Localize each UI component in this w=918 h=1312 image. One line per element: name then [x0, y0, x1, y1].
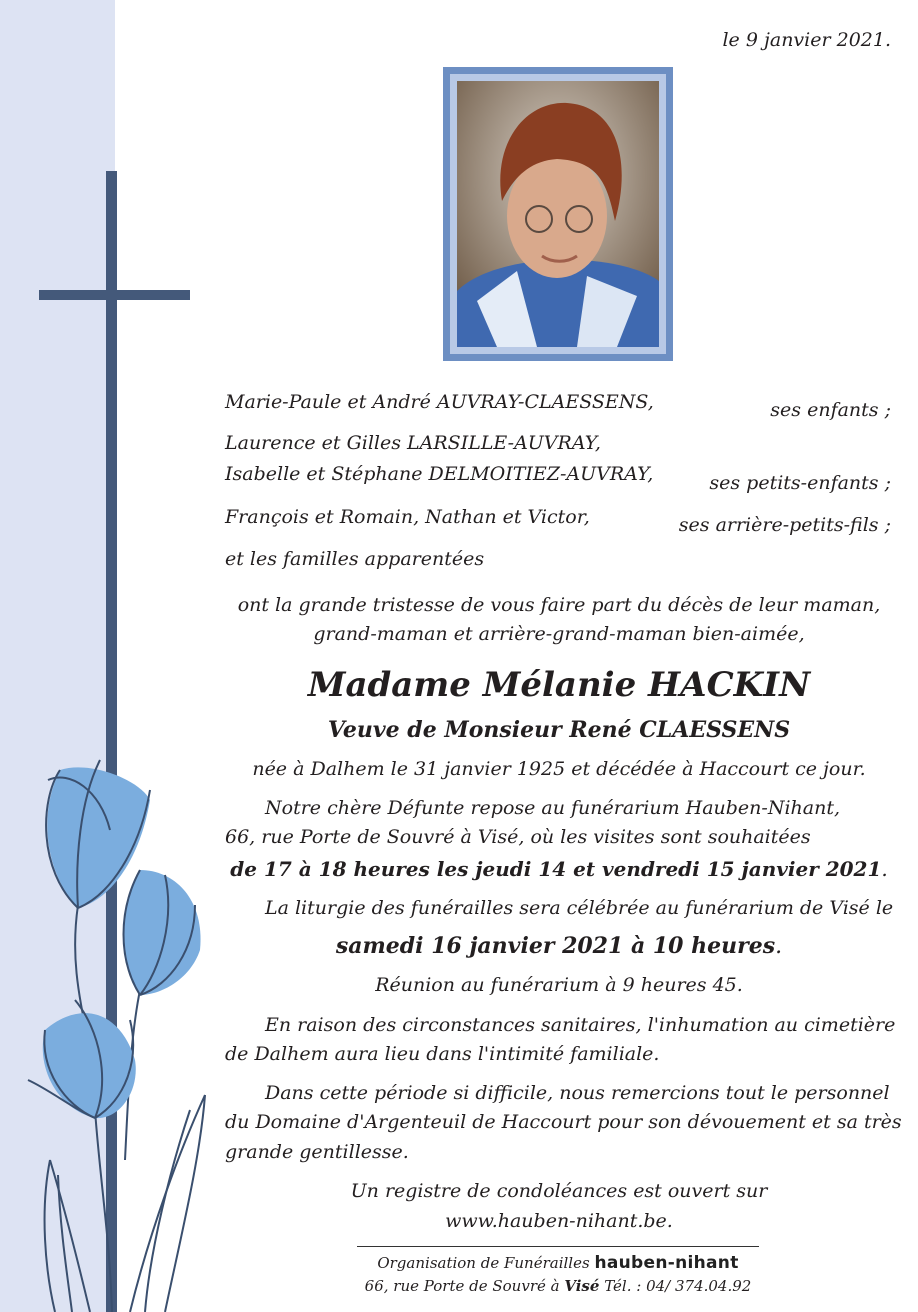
thanks-line-3: grande gentillesse. [225, 1141, 409, 1163]
footer-divider [357, 1246, 759, 1247]
liturgy-line: La liturgie des funérailles sera célébrée au funérarium de Visé le [265, 897, 894, 919]
family-line-great-grandchildren: François et Romain, Nathan et Victor, [225, 506, 590, 528]
portrait-photo [457, 81, 659, 347]
meeting-line: Réunion au funérarium à 9 heures 45. [375, 974, 743, 996]
repose-line-2: 66, rue Porte de Souvré à Visé, où les visites sont souhaitées [225, 826, 811, 848]
footer-address: 66, rue Porte de Souvré à Visé Tél. : 04/ 374.04.92 [364, 1277, 752, 1295]
deceased-name: Madame Mélanie HACKIN [307, 665, 811, 705]
visiting-hours: de 17 à 18 heures les jeudi 14 et vendredi 15 janvier 2021. [230, 857, 888, 881]
notice-date: le 9 janvier 2021. [722, 29, 891, 51]
role-children: ses enfants ; [770, 399, 891, 421]
announcement-line-1: ont la grande tristesse de vous faire part du décès de leur maman, [237, 594, 881, 616]
birth-death-line: née à Dalhem le 31 janvier 1925 et décédée à Haccourt ce jour. [252, 758, 866, 780]
ceremony-datetime: samedi 16 janvier 2021 à 10 heures. [335, 933, 783, 959]
thanks-line-1: Dans cette période si difficile, nous remercions tout le personnel [265, 1082, 890, 1104]
family-line-relatives: et les familles apparentées [225, 548, 485, 570]
burial-line-2: de Dalhem aura lieu dans l'intimité familiale. [225, 1043, 660, 1065]
cross-and-tulips-decoration [0, 0, 260, 1312]
family-line-grandchild-1: Laurence et Gilles LARSILLE-AUVRAY, [225, 432, 601, 454]
portrait-frame [443, 67, 673, 361]
burial-line-1: En raison des circonstances sanitaires, l'inhumation au cimetière [265, 1014, 896, 1036]
register-website-link[interactable]: www.hauben-nihant.be. [445, 1210, 673, 1232]
register-line-1: Un registre de condoléances est ouvert sur [350, 1180, 768, 1202]
widow-of: Veuve de Monsieur René CLAESSENS [327, 717, 791, 743]
family-line-grandchild-2: Isabelle et Stéphane DELMOITIEZ-AUVRAY, [225, 463, 654, 485]
footer-organisation: Organisation de Funérailles hauben-nihant [377, 1253, 739, 1273]
announcement-line-2: grand-maman et arrière-grand-maman bien-aimée, [313, 623, 805, 645]
repose-line-1: Notre chère Défunte repose au funérarium Hauben-Nihant, [265, 797, 841, 819]
cross-icon [39, 171, 190, 1312]
thanks-line-2: du Domaine d'Argenteuil de Haccourt pour son dévouement et sa très [225, 1111, 902, 1133]
role-grandchildren: ses petits-enfants ; [709, 472, 891, 494]
family-line-children: Marie-Paule et André AUVRAY-CLAESSENS, [225, 391, 654, 413]
brand-logo: hauben-nihant [594, 1253, 739, 1273]
role-great-grandchildren: ses arrière-petits-fils ; [678, 514, 891, 536]
